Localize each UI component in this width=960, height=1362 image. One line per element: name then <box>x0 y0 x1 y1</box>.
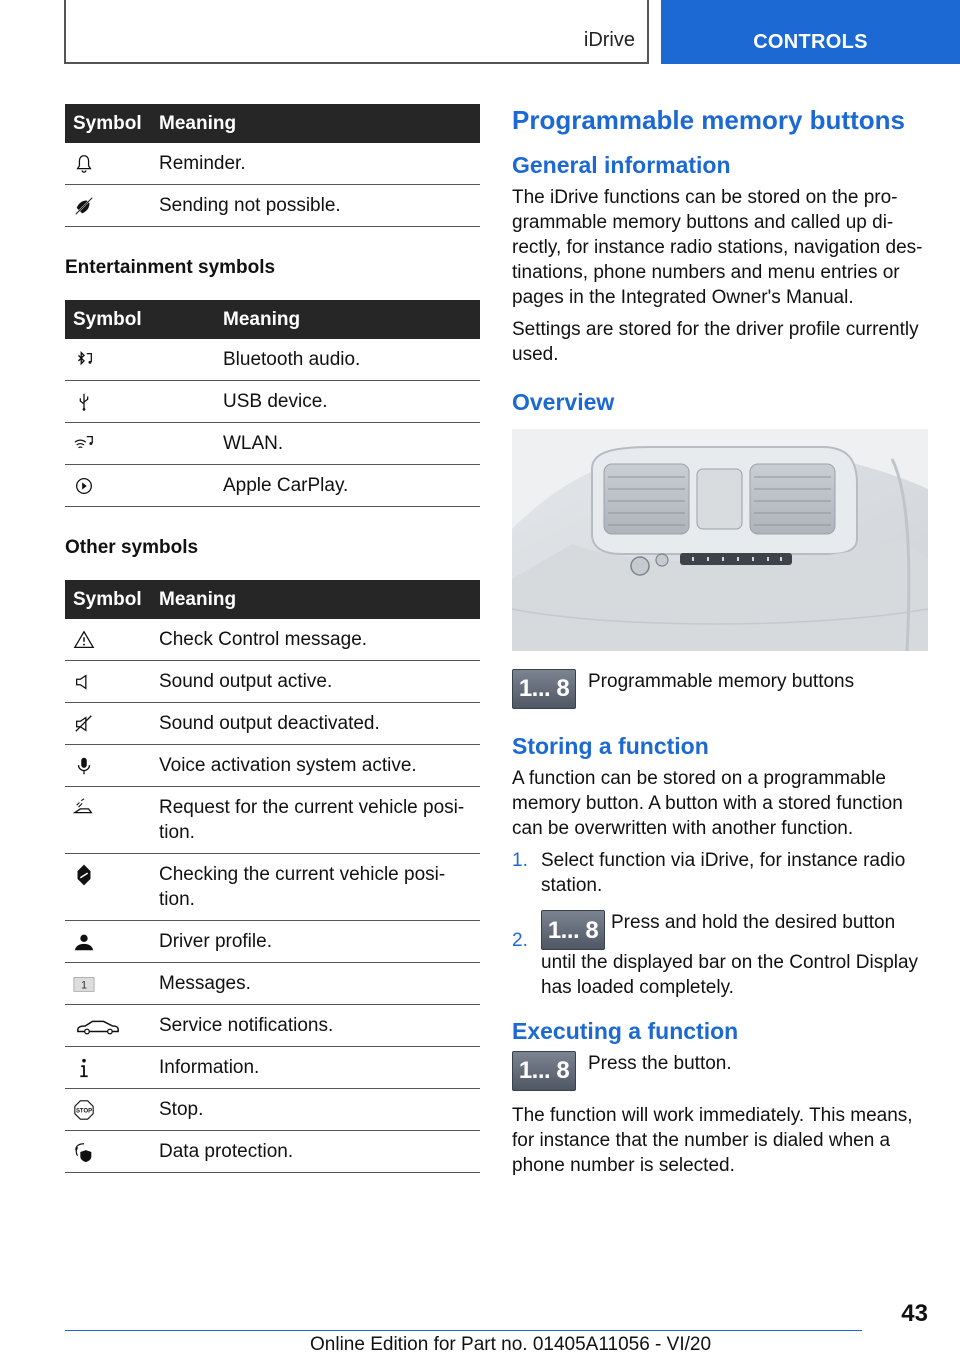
meaning-cell: USB device. <box>215 381 480 423</box>
header-chapter-tab <box>661 0 960 64</box>
table-row <box>65 1047 480 1089</box>
page-title: Programmable memory buttons <box>512 105 905 135</box>
page-number: 43 <box>901 1300 928 1327</box>
executing-instruction <box>512 1051 928 1091</box>
storing-steps <box>512 848 928 1000</box>
step-number: 2. <box>512 930 528 951</box>
table-row <box>65 1005 480 1047</box>
table-row <box>65 745 480 787</box>
table-row <box>65 381 480 423</box>
meaning-cell: Voice activation system active. <box>151 745 480 787</box>
meaning-cell: Stop. <box>151 1089 480 1131</box>
meaning-cell: WLAN. <box>215 423 480 465</box>
meaning-cell: Driver profile. <box>151 921 480 963</box>
table-row <box>65 921 480 963</box>
warning-triangle-icon <box>73 629 143 651</box>
footer-divider <box>65 1330 862 1331</box>
section-heading-executing: Executing a function <box>512 1018 739 1044</box>
figure-caption <box>512 669 928 709</box>
entertainment-table <box>65 300 480 507</box>
table-row <box>65 787 480 854</box>
executing-text: Press the button. <box>588 1053 732 1074</box>
bell-icon <box>73 153 143 175</box>
table-row <box>65 143 480 185</box>
speaker-icon <box>73 671 143 693</box>
symbols-table <box>65 104 480 227</box>
general-paragraph-1: The iDrive functions can be stored on the pro-grammable memory buttons and called up di-rectly, for instance radio stations, navigation des-tinations, phone numbers and menu entries or pages in the Integrated Owner's Manual. <box>512 187 923 308</box>
data-protection-icon <box>73 1141 143 1163</box>
wlan-audio-icon <box>73 433 207 455</box>
speaker-off-icon <box>73 713 143 735</box>
meaning-cell: Sound output deactivated. <box>151 703 480 745</box>
header-section-label: iDrive <box>583 29 635 51</box>
messages-icon <box>73 973 143 995</box>
left-column <box>65 104 480 1173</box>
carplay-icon <box>73 475 207 497</box>
col-symbol-header: Symbol <box>65 104 151 143</box>
meaning-cell: Service notifications. <box>151 1005 480 1047</box>
table-row <box>65 339 480 381</box>
microphone-icon <box>73 755 143 777</box>
table-row <box>65 1131 480 1173</box>
table-row <box>65 619 480 661</box>
meaning-cell: Messages. <box>151 963 480 1005</box>
entertainment-heading: Entertainment symbols <box>65 257 276 278</box>
meaning-cell: Request for the current vehicle posi-tion. <box>151 787 480 854</box>
right-column <box>512 104 928 1185</box>
col-symbol-header: Symbol <box>65 300 215 339</box>
meaning-cell: Checking the current vehicle posi-tion. <box>151 854 480 921</box>
header-section-box <box>64 0 649 64</box>
car-service-icon <box>73 1015 143 1037</box>
memory-button-image: 1... 8 <box>541 910 605 950</box>
memory-button-image: 1... 8 <box>512 669 576 709</box>
col-meaning-header: Meaning <box>151 104 480 143</box>
meaning-cell: Data protection. <box>151 1131 480 1173</box>
header-chapter-label: CONTROLS <box>753 31 868 53</box>
col-meaning-header: Meaning <box>215 300 480 339</box>
table-row <box>65 854 480 921</box>
list-item <box>512 848 928 898</box>
vehicle-position-check-icon <box>73 864 143 886</box>
table-row <box>65 703 480 745</box>
stop-icon <box>73 1099 143 1121</box>
bluetooth-audio-icon <box>73 349 207 371</box>
col-meaning-header: Meaning <box>151 580 480 619</box>
section-heading-general: General information <box>512 152 731 178</box>
table-row <box>65 423 480 465</box>
step-number: 1. <box>512 850 528 871</box>
meaning-cell: Apple CarPlay. <box>215 465 480 507</box>
meaning-cell: Bluetooth audio. <box>215 339 480 381</box>
table-row <box>65 185 480 227</box>
dashboard-photo <box>512 429 928 651</box>
other-heading: Other symbols <box>65 537 199 558</box>
sending-not-possible-icon <box>73 195 143 217</box>
meaning-cell: Information. <box>151 1047 480 1089</box>
table-row <box>65 963 480 1005</box>
meaning-cell: Reminder. <box>151 143 480 185</box>
vehicle-position-request-icon <box>73 797 143 819</box>
section-heading-storing: Storing a function <box>512 733 709 759</box>
memory-button-image: 1... 8 <box>512 1051 576 1091</box>
meaning-cell: Sending not possible. <box>151 185 480 227</box>
col-symbol-header: Symbol <box>65 580 151 619</box>
messages-icon-text: 1 <box>80 979 88 992</box>
storing-paragraph: A function can be stored on a programmable memory button. A button with a stored function can be overwritten with another function. <box>512 768 903 839</box>
footer-edition: Online Edition for Part no. 01405A11056 - VI/20 <box>310 1334 712 1355</box>
stop-icon-text: STOP <box>75 1108 93 1115</box>
caption-text: Programmable memory buttons <box>588 671 855 692</box>
section-heading-overview: Overview <box>512 389 615 415</box>
meaning-cell: Check Control message. <box>151 619 480 661</box>
step-text: Press and hold the desired button until the displayed bar on the Control Display has loaded completely. <box>541 912 919 998</box>
meaning-cell: Sound output active. <box>151 661 480 703</box>
table-row <box>65 661 480 703</box>
other-table <box>65 580 480 1173</box>
list-item <box>512 910 928 1000</box>
step-text: Select function via iDrive, for instance radio station. <box>541 850 906 896</box>
info-icon <box>73 1057 143 1079</box>
table-row <box>65 465 480 507</box>
usb-icon <box>73 391 207 413</box>
driver-profile-icon <box>73 931 143 953</box>
general-paragraph-2: Settings are stored for the driver profile currently used. <box>512 319 919 365</box>
table-row <box>65 1089 480 1131</box>
result-paragraph: The function will work immediately. This means, for instance that the number is dialed when a phone number is selected. <box>512 1105 913 1176</box>
